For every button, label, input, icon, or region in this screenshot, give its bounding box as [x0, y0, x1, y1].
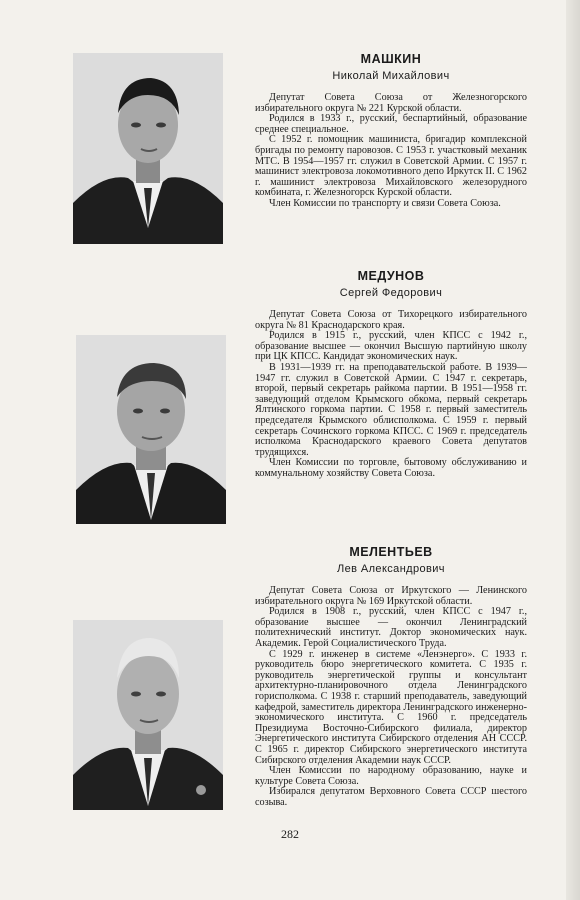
bio-paragraph: Депутат Совета Союза от Тихорецкого избирательного округа № 81 Краснодарского края. — [255, 309, 527, 331]
biography-entry — [255, 52, 527, 210]
bio-paragraph: В 1931—1939 гг. на преподавательской работе. В 1939—1947 гг. служил в Советской Армии. С 1947 г. секретарь, второй, первый секретарь райкома партии. В 1951—1958 гг. заведующий отделом Крымского обкома, первый секретарь Ялтинского горкома партии. С 1958 г. первый заместитель председателя Крымского облисполкома. С 1959 г. первый секретарь Сочинского горкома КПСС. С 1969 г. председатель исполкома Краснодарского краевого Совета депутатов трудящихся. — [255, 361, 527, 458]
bio-paragraph: Член Комиссии по народному образованию, науке и культуре Совета Союза. — [255, 765, 527, 787]
portrait-photo-mashkin — [73, 53, 223, 244]
bio-paragraph: Член Комиссии по торговле, бытовому обслуживанию и коммунальному хозяйству Совета Союза. — [255, 457, 527, 479]
first-and-patronymic: Лев Александрович — [337, 563, 445, 575]
bio-paragraph: С 1952 г. помощник машиниста, бригадир комплексной бригады по ремонту паровозов. С 1953 г. участковый механик МТС. В 1954—1957 гг. служил в Советской Армии. С 1957 г. машинист электровоза локомотивного депо Иркутск II. С 1962 г. машинист электровоза Михайловского железорудного комбината, г. Железногорск Курской области. — [255, 134, 527, 199]
bio-paragraph: Родился в 1915 г., русский, член КПСС с 1942 г., образование высшее — окончил Высшую партийную школу при ЦК КПСС. Кандидат экономических наук. — [255, 330, 527, 363]
portrait-photo-melentyev — [73, 620, 223, 810]
bio-paragraph: Депутат Совета Союза от Железногорского избирательного округа № 221 Курской области. — [255, 92, 527, 114]
bio-paragraph: С 1929 г. инженер в системе «Ленэнерго». С 1933 г. руководитель бюро энергетического комитета. С 1935 г. руководитель энергетической группы и консультант архитектурно-планировочного отдела Ленинградского горисполкома. С 1938 г. старший преподаватель, заведующий кафедрой, заместитель директора Ленинградского инженерно-экономического института. С 1960 г. председатель Президиума Восточно-Сибирского филиала, директор Энергетического института Сибирского отделения АН СССР. С 1965 г. директор Сибирского энергетического института Сибирского отделения Академии наук СССР. — [255, 648, 527, 766]
biography-entry — [255, 545, 527, 808]
bio-paragraph: Родился в 1933 г., русский, беспартийный, образование среднее специальное. — [255, 113, 527, 135]
biography-text — [255, 93, 527, 210]
bio-paragraph: Член Комиссии по транспорту и связи Совета Союза. — [269, 197, 501, 209]
biography-text — [255, 586, 527, 808]
bio-paragraph: Депутат Совета Союза от Иркутского — Ленинского избирательного округа № 169 Иркутской области. — [255, 585, 527, 607]
first-and-patronymic: Николай Михайлович — [332, 70, 450, 82]
page-edge — [566, 0, 580, 900]
bio-paragraph: Избирался депутатом Верховного Совета СССР шестого созыва. — [255, 786, 527, 808]
portrait-photo-medunov — [76, 335, 226, 524]
biography-entry — [255, 269, 527, 480]
surname: МАШКИН — [360, 52, 422, 66]
page-number: 282 — [281, 827, 299, 841]
surname: МЕДУНОВ — [357, 269, 425, 283]
first-and-patronymic: Сергей Федорович — [339, 287, 443, 299]
surname: МЕЛЕНТЬЕВ — [349, 545, 433, 559]
bio-paragraph: Родился в 1908 г., русский, член КПСС с 1947 г., образование высшее — окончил Ленинградский политехнический институт. Доктор экономических наук. Академик. Герой Социалистического Труда. — [255, 606, 527, 649]
biography-text — [255, 310, 527, 480]
